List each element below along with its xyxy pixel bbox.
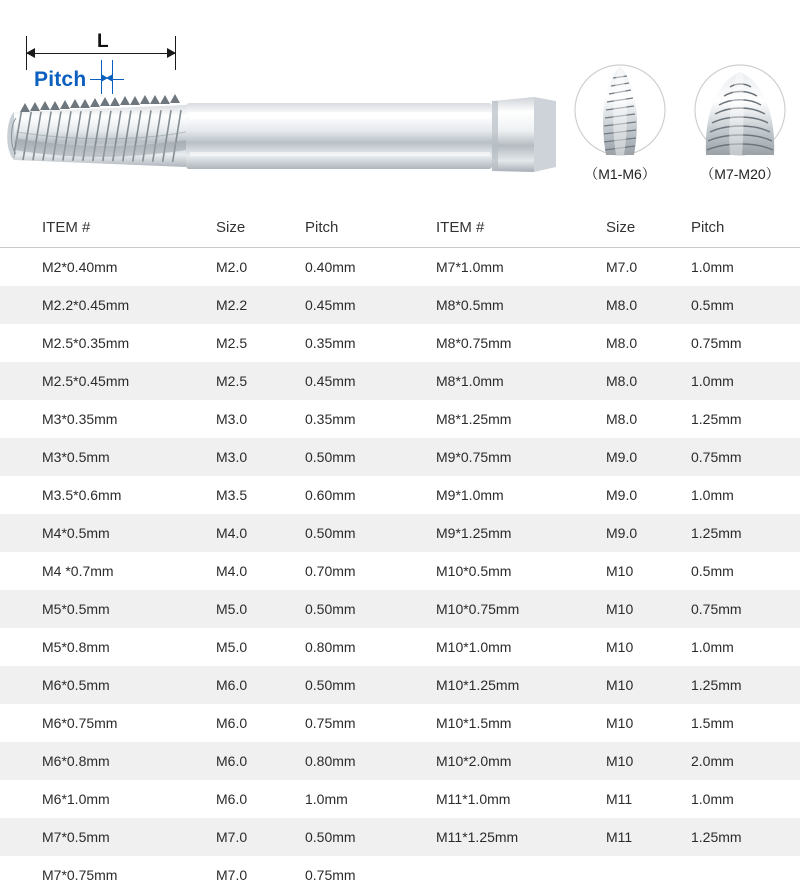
cell-size: M6.0 <box>212 742 301 780</box>
cell-item: M9*1.0mm <box>400 476 606 514</box>
cell-pitch: 0.70mm <box>301 552 450 590</box>
table-row <box>0 438 450 476</box>
header-item: ITEM # <box>0 210 212 248</box>
cell-item: M7*0.75mm <box>0 856 212 894</box>
cell-item: M4*0.5mm <box>0 514 212 552</box>
cell-item: M10*1.5mm <box>400 704 606 742</box>
cell-size: M8.0 <box>606 324 691 362</box>
table-row <box>400 362 800 400</box>
cell-pitch: 0.50mm <box>301 438 450 476</box>
length-dimension <box>26 40 176 60</box>
table-row <box>400 248 800 287</box>
cell-pitch: 0.35mm <box>301 324 450 362</box>
cell-pitch: 0.40mm <box>301 248 450 287</box>
table-row <box>400 514 800 552</box>
cell-size: M5.0 <box>212 590 301 628</box>
table-row <box>0 476 450 514</box>
cell-item: M10*0.5mm <box>400 552 606 590</box>
cell-item: M8*0.5mm <box>400 286 606 324</box>
table-row <box>400 628 800 666</box>
table-row <box>400 818 800 856</box>
cell-pitch: 0.50mm <box>301 818 450 856</box>
cell-pitch: 1.25mm <box>691 818 800 856</box>
cell-size: M9.0 <box>606 438 691 476</box>
cell-pitch: 0.5mm <box>691 552 800 590</box>
length-arrow-left-icon <box>26 48 35 58</box>
spec-table-left <box>0 210 400 894</box>
cell-pitch: 0.75mm <box>691 590 800 628</box>
cell-item: M10*2.0mm <box>400 742 606 780</box>
cell-item: M5*0.8mm <box>0 628 212 666</box>
table-row <box>0 552 450 590</box>
cell-pitch: 1.0mm <box>691 362 800 400</box>
cell-size: M10 <box>606 704 691 742</box>
table-row <box>400 856 800 894</box>
cell-pitch: 1.0mm <box>691 628 800 666</box>
table-row <box>0 400 450 438</box>
table-row <box>0 818 450 856</box>
cell-size: M8.0 <box>606 286 691 324</box>
table-row <box>400 400 800 438</box>
table-left-head <box>0 210 450 248</box>
cell-size: M7.0 <box>212 818 301 856</box>
table-row <box>0 362 450 400</box>
header-pitch: Pitch <box>691 210 800 248</box>
header-size: Size <box>606 210 691 248</box>
table-row <box>0 324 450 362</box>
cell-size: M10 <box>606 590 691 628</box>
header-size: Size <box>212 210 301 248</box>
cell-pitch: 1.0mm <box>691 476 800 514</box>
cell-item: M10*0.75mm <box>400 590 606 628</box>
cell-item: M6*0.5mm <box>0 666 212 704</box>
cell-item: M6*1.0mm <box>0 780 212 818</box>
cell-item: M2.2*0.45mm <box>0 286 212 324</box>
table-row <box>0 666 450 704</box>
cell-pitch: 0.50mm <box>301 590 450 628</box>
pitch-annotation <box>34 68 124 92</box>
pitch-label: Pitch <box>34 68 86 92</box>
cell-pitch: 1.25mm <box>691 666 800 704</box>
pitch-line-right <box>112 79 124 80</box>
cell-item: M10*1.0mm <box>400 628 606 666</box>
cell-size <box>606 856 691 894</box>
cell-pitch: 1.25mm <box>691 400 800 438</box>
cell-size: M8.0 <box>606 362 691 400</box>
cell-item: M3.5*0.6mm <box>0 476 212 514</box>
cell-size: M9.0 <box>606 476 691 514</box>
table-row <box>0 248 450 287</box>
cell-pitch: 0.60mm <box>301 476 450 514</box>
cell-pitch: 0.50mm <box>301 514 450 552</box>
cell-pitch: 0.5mm <box>691 286 800 324</box>
table-row <box>0 780 450 818</box>
table-right-head <box>400 210 800 248</box>
cell-item: M9*0.75mm <box>400 438 606 476</box>
table-row <box>400 666 800 704</box>
product-illustration <box>0 0 800 210</box>
cell-item: M2*0.40mm <box>0 248 212 287</box>
cell-item: M3*0.5mm <box>0 438 212 476</box>
header-item: ITEM # <box>400 210 606 248</box>
cell-item: M2.5*0.35mm <box>0 324 212 362</box>
cell-item: M8*0.75mm <box>400 324 606 362</box>
cell-item: M11*1.0mm <box>400 780 606 818</box>
table-left <box>0 210 450 894</box>
cell-size: M10 <box>606 628 691 666</box>
cell-item: M10*1.25mm <box>400 666 606 704</box>
cell-size: M8.0 <box>606 400 691 438</box>
cell-size: M9.0 <box>606 514 691 552</box>
length-label: L <box>92 31 114 53</box>
cell-size: M10 <box>606 742 691 780</box>
table-row <box>0 590 450 628</box>
cell-item: M8*1.25mm <box>400 400 606 438</box>
cell-pitch: 1.5mm <box>691 704 800 742</box>
table-row <box>0 742 450 780</box>
cell-size: M4.0 <box>212 552 301 590</box>
cell-size: M7.0 <box>212 856 301 894</box>
cell-item: M6*0.8mm <box>0 742 212 780</box>
cell-size: M3.5 <box>212 476 301 514</box>
table-row <box>400 286 800 324</box>
table-row <box>400 704 800 742</box>
cell-pitch: 1.0mm <box>301 780 450 818</box>
cell-pitch: 1.0mm <box>691 780 800 818</box>
table-header-row <box>0 210 450 248</box>
cell-item: M7*1.0mm <box>400 248 606 287</box>
cell-pitch: 0.50mm <box>301 666 450 704</box>
table-row <box>0 856 450 894</box>
cell-pitch: 0.45mm <box>301 286 450 324</box>
cell-size: M6.0 <box>212 666 301 704</box>
table-row <box>400 552 800 590</box>
cell-size: M10 <box>606 552 691 590</box>
cell-size: M4.0 <box>212 514 301 552</box>
cell-item <box>400 856 606 894</box>
table-row <box>400 476 800 514</box>
cell-size: M2.5 <box>212 362 301 400</box>
cell-item: M8*1.0mm <box>400 362 606 400</box>
cell-size: M6.0 <box>212 704 301 742</box>
table-row <box>0 704 450 742</box>
cell-size: M2.2 <box>212 286 301 324</box>
length-line <box>26 53 176 54</box>
table-row <box>400 590 800 628</box>
cell-pitch: 0.75mm <box>691 438 800 476</box>
cell-size: M5.0 <box>212 628 301 666</box>
cell-pitch: 0.75mm <box>691 324 800 362</box>
table-right <box>400 210 800 894</box>
cell-size: M11 <box>606 780 691 818</box>
cell-item: M9*1.25mm <box>400 514 606 552</box>
cell-pitch: 0.45mm <box>301 362 450 400</box>
cell-pitch: 0.80mm <box>301 628 450 666</box>
cell-pitch: 0.35mm <box>301 400 450 438</box>
table-row <box>400 780 800 818</box>
table-row <box>0 514 450 552</box>
cell-size: M7.0 <box>606 248 691 287</box>
cell-pitch: 0.75mm <box>301 704 450 742</box>
callout-caption-small: （M1-M6） <box>560 164 680 184</box>
cell-pitch <box>691 856 800 894</box>
cell-item: M7*0.5mm <box>0 818 212 856</box>
pitch-dimension <box>90 72 124 88</box>
length-arrow-right-icon <box>167 48 176 58</box>
cell-item: M11*1.25mm <box>400 818 606 856</box>
header-pitch: Pitch <box>301 210 450 248</box>
spec-table-right <box>400 210 800 894</box>
cell-item: M5*0.5mm <box>0 590 212 628</box>
callout-caption-large: （M7-M20） <box>680 164 800 184</box>
cell-size: M6.0 <box>212 780 301 818</box>
table-row <box>400 438 800 476</box>
cell-pitch: 1.25mm <box>691 514 800 552</box>
cell-size: M2.5 <box>212 324 301 362</box>
table-row <box>400 324 800 362</box>
cell-item: M3*0.35mm <box>0 400 212 438</box>
table-right-body <box>400 248 800 894</box>
pitch-arrow-left-icon <box>106 74 113 82</box>
cell-size: M3.0 <box>212 400 301 438</box>
table-row <box>400 742 800 780</box>
cell-pitch: 0.75mm <box>301 856 450 894</box>
cell-item: M4 *0.7mm <box>0 552 212 590</box>
cell-size: M10 <box>606 666 691 704</box>
cell-size: M11 <box>606 818 691 856</box>
table-left-body <box>0 248 450 894</box>
cell-item: M6*0.75mm <box>0 704 212 742</box>
spec-tables <box>0 210 800 894</box>
table-row <box>0 628 450 666</box>
cell-pitch: 1.0mm <box>691 248 800 287</box>
cell-item: M2.5*0.45mm <box>0 362 212 400</box>
cell-pitch: 0.80mm <box>301 742 450 780</box>
cell-size: M2.0 <box>212 248 301 287</box>
cell-size: M3.0 <box>212 438 301 476</box>
cell-pitch: 2.0mm <box>691 742 800 780</box>
table-header-row <box>400 210 800 248</box>
table-row <box>0 286 450 324</box>
